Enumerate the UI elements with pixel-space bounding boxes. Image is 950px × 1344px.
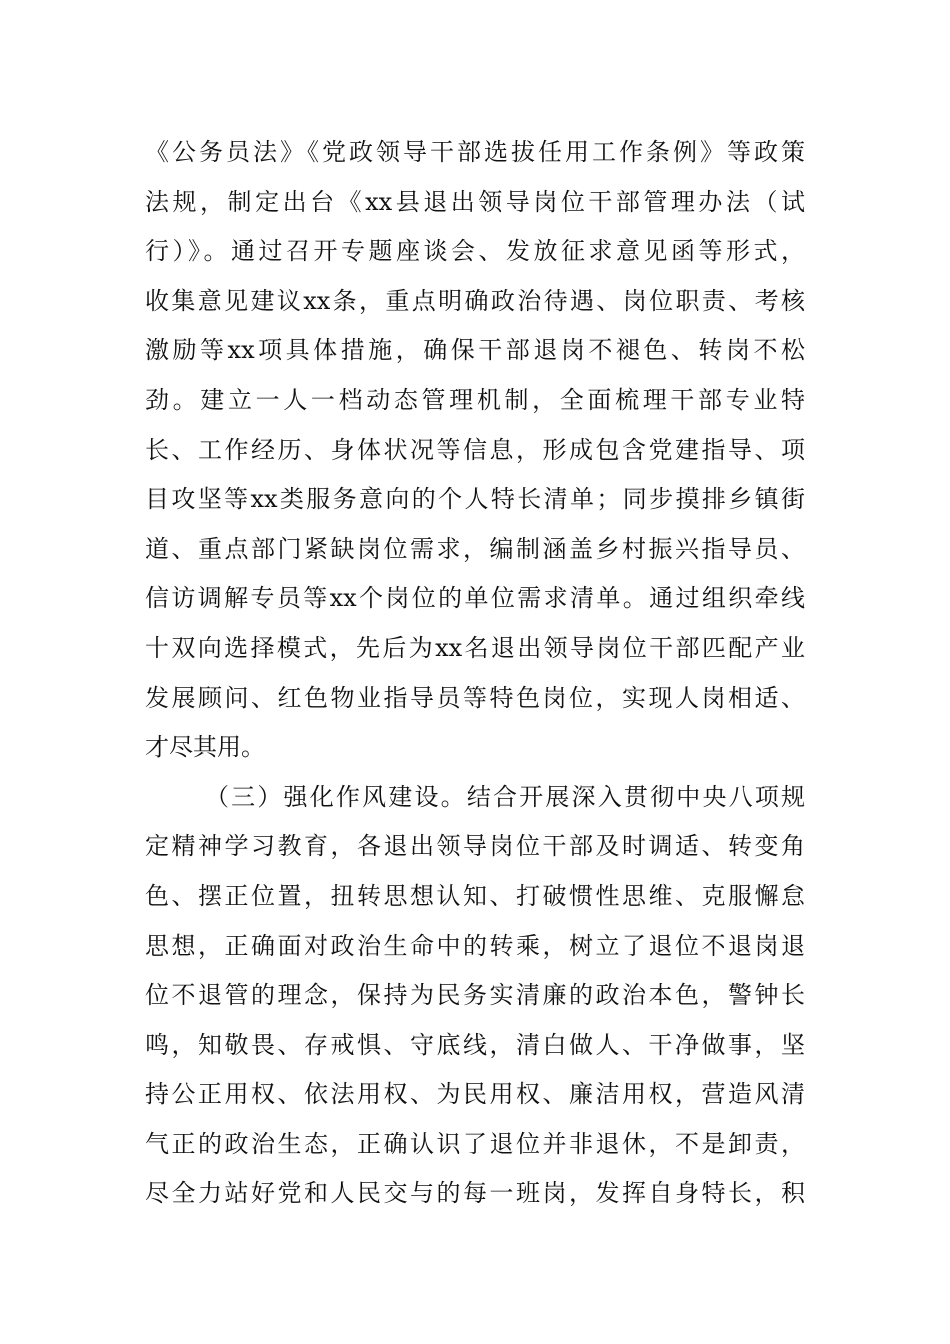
text-line: 法规，制定出台《xx县退出领导岗位干部管理办法（试 — [145, 187, 805, 216]
paragraph-end-line: 才尽其用。 — [145, 733, 265, 762]
section-heading-line: （三）强化作风建设。结合开展深入贯彻中央八项规 — [205, 782, 805, 811]
text-line: 思想，正确面对政治生命中的转乘，树立了退位不退岗退 — [145, 931, 805, 960]
text-line: 《公务员法》《党政领导干部选拔任用工作条例》等政策 — [145, 138, 805, 166]
text-line: 激励等xx项具体措施，确保干部退岗不褪色、转岗不松 — [145, 336, 805, 365]
text-line: 收集意见建议xx条，重点明确政治待遇、岗位职责、考核 — [145, 286, 805, 315]
text-line: 气正的政治生态，正确认识了退位并非退休，不是卸责， — [145, 1129, 805, 1158]
text-line: 定精神学习教育，各退出领导岗位干部及时调适、转变角 — [145, 832, 805, 861]
text-line: 位不退管的理念，保持为民务实清廉的政治本色，警钟长 — [145, 981, 805, 1010]
text-line: 鸣，知敬畏、存戒惧、守底线，清白做人、干净做事，坚 — [145, 1030, 805, 1059]
text-line: 劲。建立一人一档动态管理机制，全面梳理干部专业特 — [145, 385, 805, 414]
text-line: 道、重点部门紧缺岗位需求，编制涵盖乡村振兴指导员、 — [145, 534, 805, 563]
text-line: 目攻坚等xx类服务意向的个人特长清单；同步摸排乡镇街 — [145, 485, 805, 514]
text-line: 发展顾问、红色物业指导员等特色岗位，实现人岗相适、 — [145, 683, 805, 712]
text-line: 长、工作经历、身体状况等信息，形成包含党建指导、项 — [145, 435, 805, 464]
text-line: 行）》。通过召开专题座谈会、发放征求意见函等形式， — [145, 237, 805, 266]
text-line: 信访调解专员等xx个岗位的单位需求清单。通过组织牵线 — [145, 584, 805, 613]
body-text — [145, 128, 805, 1219]
text-line: 尽全力站好党和人民交与的每一班岗，发挥自身特长，积 — [145, 1179, 805, 1208]
text-line: 持公正用权、依法用权、为民用权、廉洁用权，营造风清 — [145, 1080, 805, 1109]
text-line: 十双向选择模式，先后为xx名退出领导岗位干部匹配产业 — [145, 633, 805, 662]
text-line: 色、摆正位置，扭转思想认知、打破惯性思维、克服懈怠 — [145, 881, 805, 910]
